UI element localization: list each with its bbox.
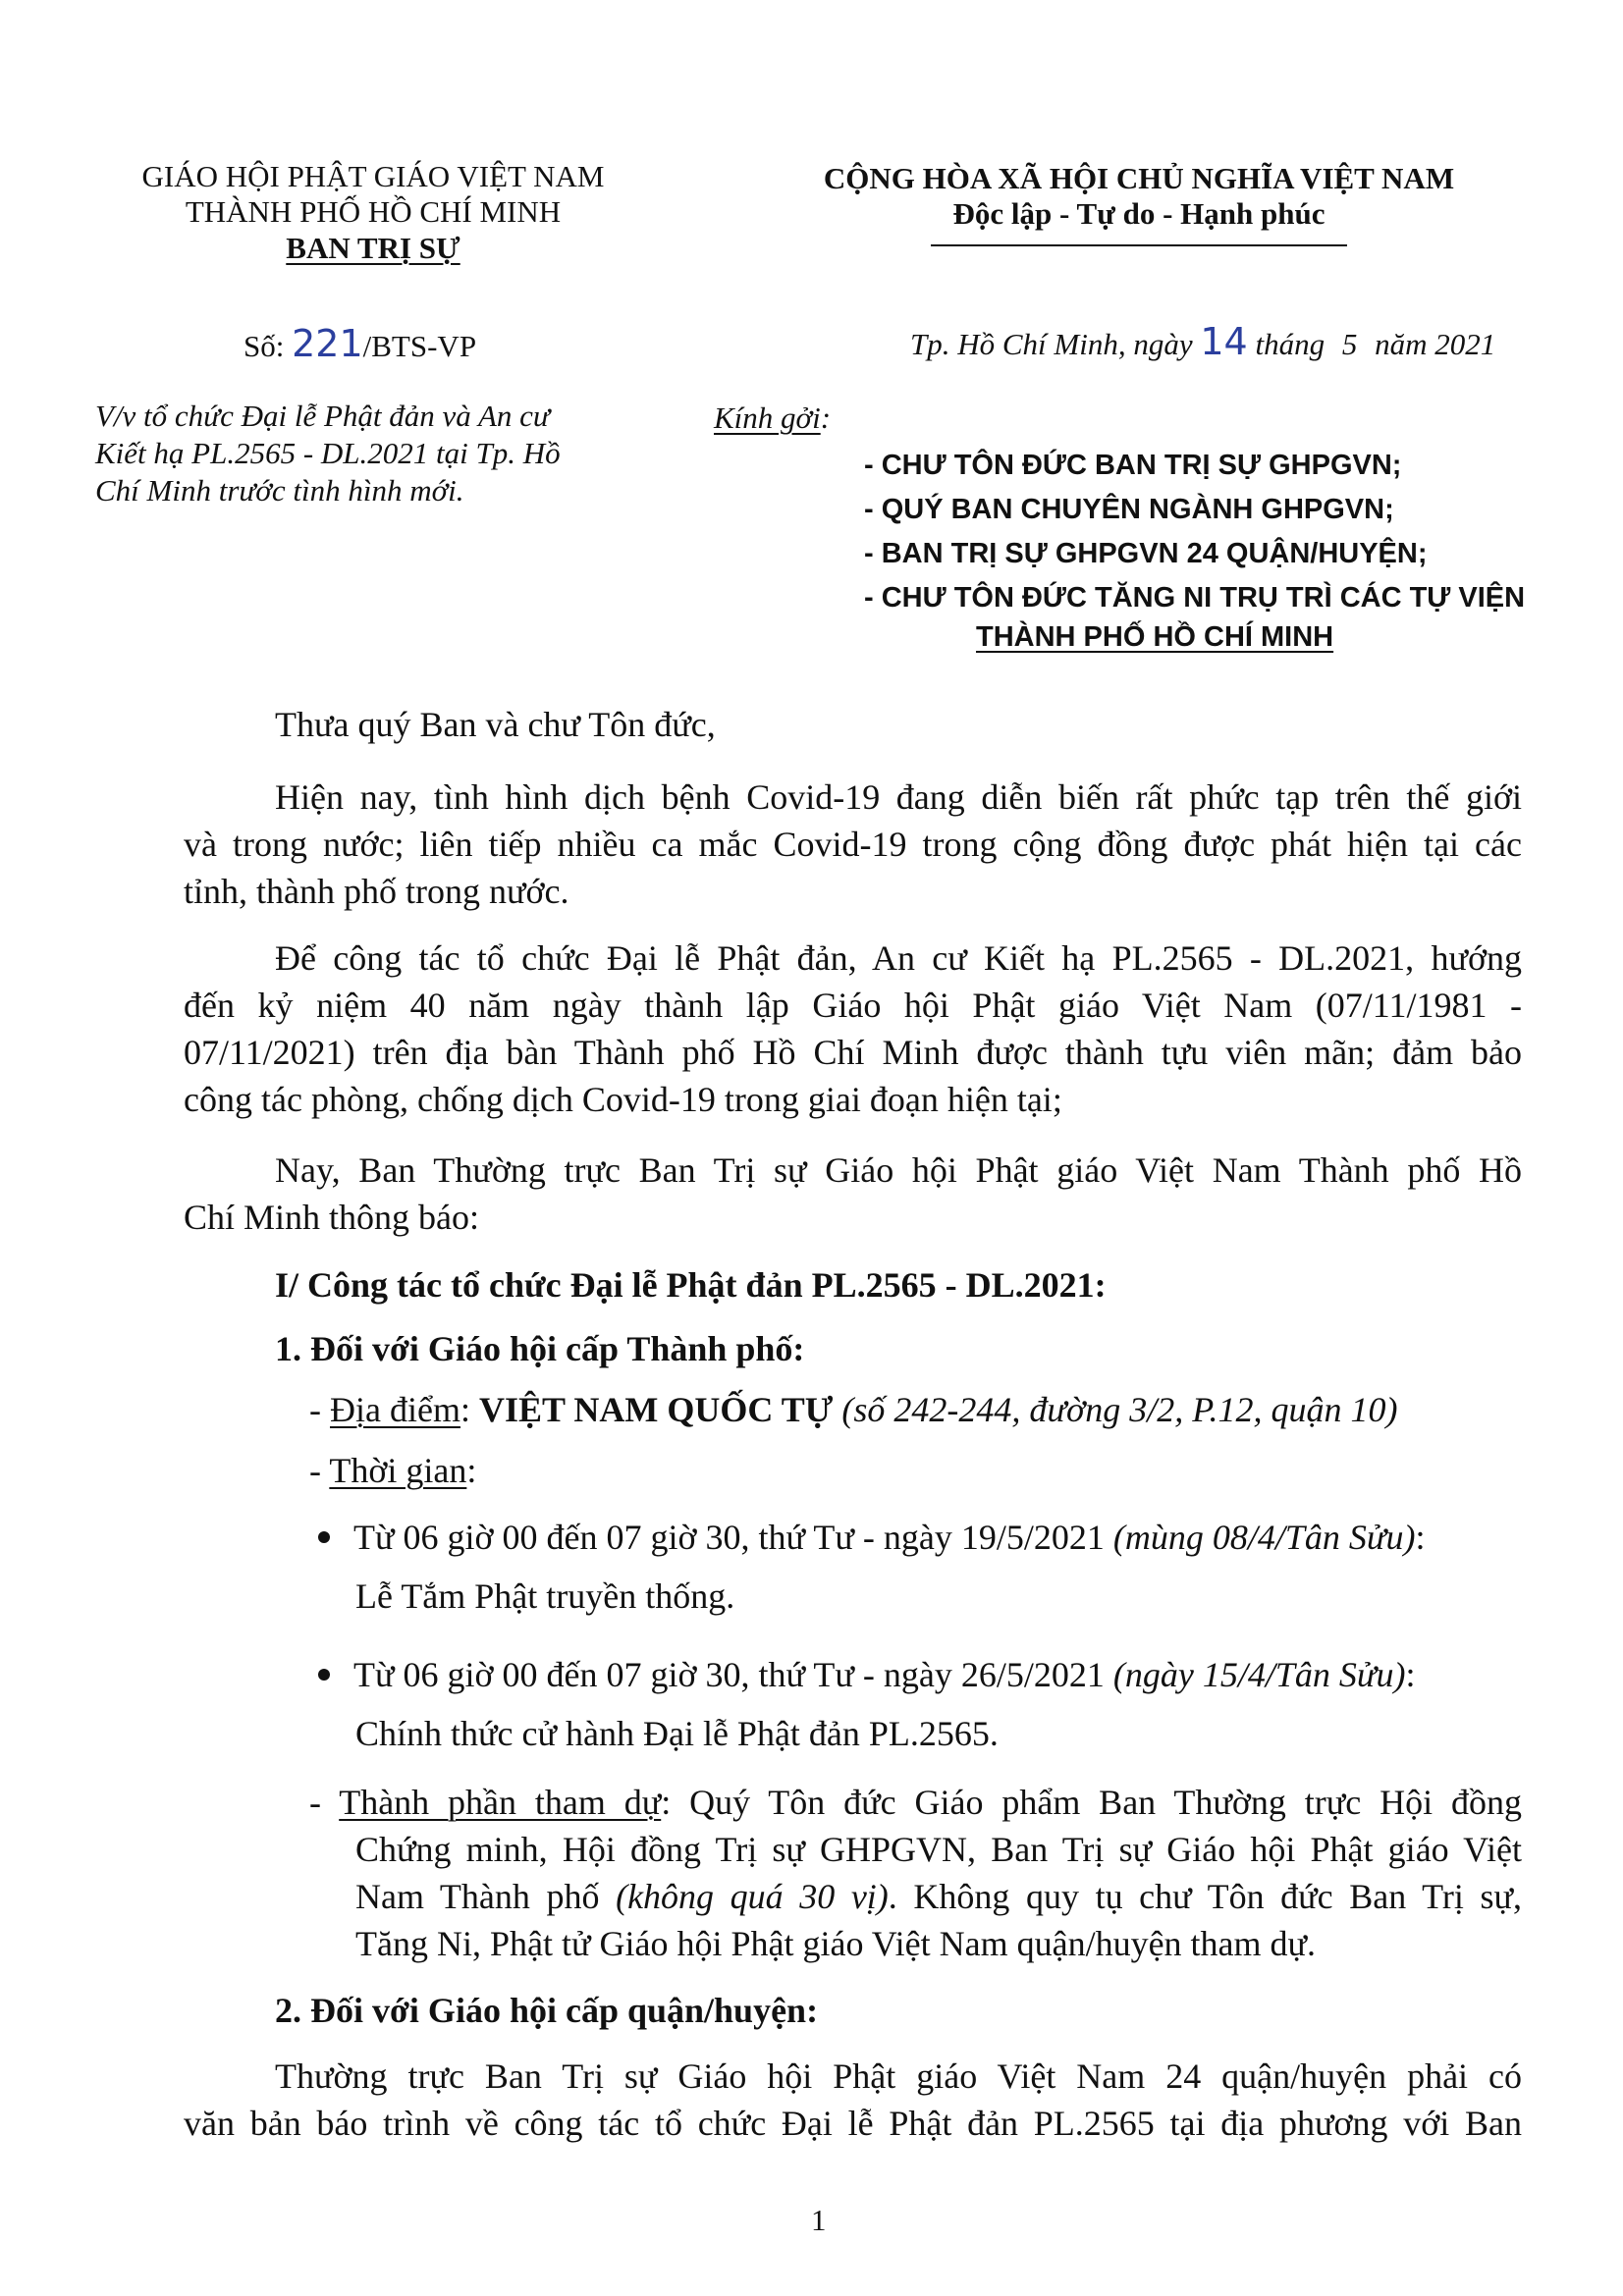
para3-line1: Nay, Ban Thường trực Ban Trị sự Giáo hội Phật giáo Việt Nam Thành phố Hồ [275, 1150, 1522, 1190]
subject-line-1: V/v tổ chức Đại lễ Phật đản và An cư [95, 399, 550, 433]
attendees-line1 [309, 1779, 1522, 1826]
para2-line3: 07/11/2021) trên địa bàn Thành phố Hồ Chí Minh được thành tựu viên mãn; đảm bảo [184, 1033, 1522, 1072]
bullet-2-italic: (ngày 15/4/Tân Sửu) [1112, 1655, 1406, 1694]
date-prefix: Tp. Hồ Chí Minh, ngày [910, 327, 1193, 361]
bullet-2-icon [318, 1669, 330, 1681]
org-line-2: THÀNH PHỐ HỒ CHÍ MINH [185, 194, 562, 229]
para2-line1: Để công tác tổ chức Đại lễ Phật đản, An cư Kiết hạ PL.2565 - DL.2021, hướng [275, 938, 1522, 978]
para3-line2: Chí Minh thông báo: [184, 1198, 480, 1237]
date-month: 5 [1341, 327, 1358, 361]
section-1-heading: I/ Công tác tổ chức Đại lễ Phật đản PL.2565 - DL.2021: [275, 1265, 1107, 1305]
bullet-2-line1 [353, 1651, 1416, 1698]
bullet-2-end: : [1405, 1655, 1416, 1694]
recipients-label-text: Kính gởi [714, 400, 821, 435]
org-line-1: GIÁO HỘI PHẬT GIÁO VIỆT NAM [141, 159, 605, 193]
location-label: Địa điểm [330, 1390, 460, 1429]
attendees-label: Thành phần tham dự [339, 1783, 662, 1822]
para1-line2: và trong nước; liên tiếp nhiều ca mắc Covid-19 trong cộng đồng được phát hiện tại các [184, 825, 1522, 864]
number-handwritten: 221 [292, 322, 363, 365]
motto: Độc lập - Tự do - Hạnh phúc [952, 196, 1325, 231]
page-number: 1 [811, 2203, 827, 2237]
recipient-4: - CHƯ TÔN ĐỨC TĂNG NI TRỤ TRÌ CÁC TỰ VIỆN [864, 582, 1526, 614]
bullet-1-end: : [1415, 1518, 1426, 1557]
subject-line-2: Kiết hạ PL.2565 - DL.2021 tại Tp. Hồ [95, 436, 561, 470]
attendees-dash: - [309, 1783, 340, 1822]
number-suffix: /BTS-VP [362, 329, 477, 363]
location-dash: - [309, 1390, 330, 1429]
date-day: 14 [1200, 320, 1248, 363]
attendees-line4: Tăng Ni, Phật tử Giáo hội Phật giáo Việt Nam quận/huyện tham dự. [355, 1924, 1317, 1963]
bullet-1-main: Từ 06 giờ 00 đến 07 giờ 30, thứ Tư - ngày 19/5/2021 [353, 1518, 1113, 1557]
location-name: VIỆT NAM QUỐC TỰ [478, 1390, 834, 1429]
attendees-l3c: . Không quy tụ chư Tôn đức Ban Trị sự, [888, 1877, 1523, 1916]
date-line [910, 320, 1495, 363]
recipients-label [714, 400, 831, 436]
bullet-1-line1 [353, 1514, 1426, 1561]
recipients-colon: : [820, 400, 832, 435]
location-colon: : [460, 1390, 479, 1429]
bullet-2-line2: Chính thức cử hành Đại lễ Phật đản PL.2565. [355, 1714, 999, 1753]
org-line-3: BAN TRỊ SỰ [286, 231, 460, 265]
motto-underline [931, 244, 1347, 246]
para2-line2: đến kỷ niệm 40 năm ngày thành lập Giáo hội Phật giáo Việt Nam (07/11/1981 - [184, 986, 1522, 1025]
bullet-1-icon [318, 1531, 330, 1543]
attendees-l3b: (không quá 30 vị) [616, 1877, 889, 1916]
para4-line2: văn bản báo trình về công tác tổ chức Đại lễ Phật đản PL.2565 tại địa phương với Ban [184, 2104, 1522, 2143]
para1-line3: tỉnh, thành phố trong nước. [184, 872, 569, 911]
date-month-label: tháng [1255, 327, 1325, 361]
time-colon: : [466, 1451, 477, 1490]
recipient-1: - CHƯ TÔN ĐỨC BAN TRỊ SỰ GHPGVN; [864, 450, 1402, 481]
time-line [309, 1447, 476, 1494]
document-number [243, 322, 476, 365]
attendees-line2: Chứng minh, Hội đồng Trị sự GHPGVN, Ban Trị sự Giáo hội Phật giáo Việt [355, 1830, 1522, 1869]
greeting: Thưa quý Ban và chư Tôn đức, [275, 705, 716, 744]
number-prefix: Số: [243, 329, 285, 363]
attendees-line3 [355, 1873, 1522, 1920]
para1-line1: Hiện nay, tình hình dịch bệnh Covid-19 đang diễn biến rất phức tạp trên thế giới [275, 777, 1522, 817]
para4-line1: Thường trực Ban Trị sự Giáo hội Phật giáo Việt Nam 24 quận/huyện phải có [275, 2056, 1522, 2096]
time-dash: - [309, 1451, 330, 1490]
attendees-l3a: Nam Thành phố [355, 1877, 617, 1916]
date-year: năm 2021 [1375, 327, 1496, 361]
location-detail: (số 242-244, đường 3/2, P.12, quận 10) [833, 1390, 1398, 1429]
subject-line-3: Chí Minh trước tình hình mới. [95, 473, 464, 507]
recipient-4-continued: THÀNH PHỐ HỒ CHÍ MINH [976, 621, 1334, 653]
subsection-1-heading: 1. Đối với Giáo hội cấp Thành phố: [275, 1329, 805, 1368]
bullet-2-main: Từ 06 giờ 00 đến 07 giờ 30, thứ Tư - ngày 26/5/2021 [353, 1655, 1113, 1694]
recipient-3: - BAN TRỊ SỰ GHPGVN 24 QUẬN/HUYỆN; [864, 538, 1428, 569]
bullet-1-line2: Lễ Tắm Phật truyền thống. [355, 1576, 735, 1616]
subsection-2-heading: 2. Đối với Giáo hội cấp quận/huyện: [275, 1991, 819, 2030]
location-line [309, 1386, 1398, 1433]
nation-title: CỘNG HÒA XÃ HỘI CHỦ NGHĨA VIỆT NAM [823, 161, 1455, 195]
recipient-2: - QUÝ BAN CHUYÊN NGÀNH GHPGVN; [864, 494, 1394, 525]
para2-line4: công tác phòng, chống dịch Covid-19 trong giai đoạn hiện tại; [184, 1080, 1062, 1119]
attendees-rest: : Quý Tôn đức Giáo phẩm Ban Thường trực Hội đồng [661, 1783, 1522, 1822]
time-label: Thời gian [329, 1451, 467, 1490]
bullet-1-italic: (mùng 08/4/Tân Sửu) [1112, 1518, 1416, 1557]
